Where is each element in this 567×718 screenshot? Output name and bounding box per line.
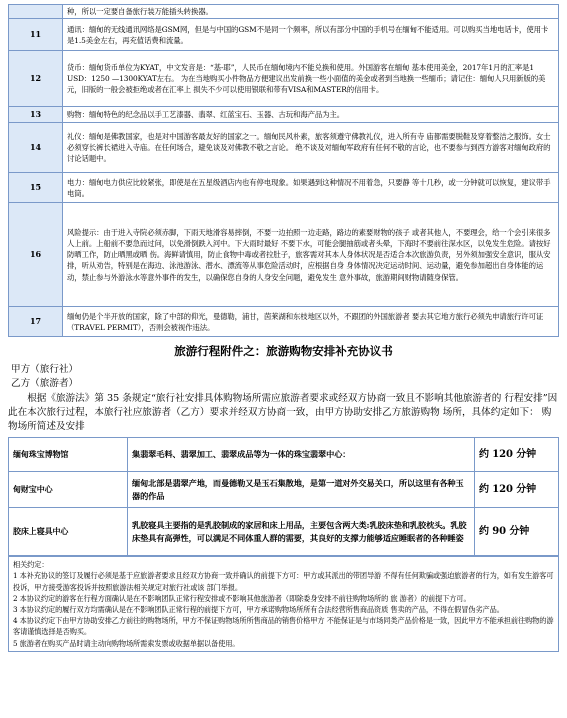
shop-duration: 约 120 分钟 <box>475 472 559 508</box>
agreement-title: 旅游行程附件之：旅游购物安排补充协议书 <box>174 344 393 359</box>
notes-table <box>8 556 559 652</box>
shop-description: 乳胶寝具主要指的是乳胶制成的家居和床上用品，主要包含两大类:乳胶床垫和乳胶枕头。乳胶床垫具有高弹性，可以满足不同体重人群的需要，其良好的支撑力能够适应睡眠者的各种睡姿 <box>128 508 475 556</box>
table-row <box>9 173 559 203</box>
row-number: 15 <box>9 173 63 203</box>
row-number: 16 <box>9 203 63 307</box>
notes-title: 相关约定： <box>13 560 49 570</box>
row-text: 礼仪：缅甸是佛教国家，也是对中国游客最友好的国家之一。缅甸民风朴素，旅客须遵守佛教礼仪，进入所有寺 庙都需要脱鞋及穿着整洁之服饰。女士必须穿长裤长裙进入寺庙。在任何场合，避免谈及对佛教不敬之言论。 绝不谈及对缅甸军政府有任何不敬的言论，也不要参与到西方游客对缅甸政府的讨论话题中。 <box>63 123 559 173</box>
shop-name: 胶床上寝具中心 <box>9 508 128 556</box>
note-item: 3 本协议约定的履行双方均需确认是在不影响团队正常行程的前提下方可，甲方承诺购物场所所有合法经营所售商品资质 售卖的产品，不得在假冒伪劣产品。 <box>13 605 504 615</box>
shop-description: 缅甸北部是翡翠产地，而曼德勒又是玉石集散地，是第一道对外交易关口，所以这里有各种玉器的作品 <box>128 472 475 508</box>
row-text: 购物：缅甸特色的纪念品以手工艺漆器、翡翠、红蓝宝石、玉器、古玩和海产品为主。 <box>63 107 559 123</box>
shop-duration: 约 90 分钟 <box>475 508 559 556</box>
note-item: 1 本补充协议的签订及履行必须是基于应旅游者要求且经双方协商一致并确认的前提下方可：甲方或其派出的带团导游 不得有任何欺骗或强迫旅游者的行为，如有发生游客可投诉，甲方接受游客投诉并按照旅游法相关规定对旅行社或该 部门举报。 <box>13 571 554 592</box>
agreement-intro: 根据《旅游法》第 35 条规定“旅行社安排具体购物场所需应旅游者要求或经双方协商一致且不影响其他旅游者的 行程安排”因此在本次旅行过程，本旅行社应旅游者（乙方）要求并经双方协商一致，由甲方协助安排乙方旅游购物 场所，具体约定如下： 购物场所简述及安排 <box>8 393 558 433</box>
row-number <box>9 5 63 19</box>
note-item: 5 旅游者在购买产品时请主动向购物场所需索发票或收据单据以备使用。 <box>13 638 240 648</box>
table-row <box>9 5 559 19</box>
table-row <box>9 508 559 556</box>
row-number: 17 <box>9 307 63 337</box>
row-number: 13 <box>9 107 63 123</box>
party-b: 乙方（旅游者） <box>11 378 79 390</box>
table-row <box>9 438 559 472</box>
row-number: 12 <box>9 51 63 107</box>
row-text: 风险提示：由于进入寺院必须赤脚，下雨天地滑容易摔倒，不要一边拍照一边走路，路边的素要财物的孩子 或者其他人，不要理会，给一个会引来很多人上前。上船前不要急而过问，以免滑倒跌入河中。下大雨时最好 不要下水，可能会腿抽筋或者头晕，下海时不要前往深水区，以免发生危险。请按好防晒工作，防止晒黑或晒 伤。海鲜请慎用，防止食物中毒或者拉肚子，旅客需对其本人身体状况是否适合本次旅游负责，另外须加强安全意识，服从安排，听从劝告，特别是在海边、泳池游泳、潜水、漂流等从事危险活动时，应根据自身 身体情况决定运动时间、运动量，避免参加超出自身体能的运动，禁止参与外游泳水等意外事件的发生，以确保您自身的人身安全问题，避免发生 意外事故，旅游期间财物请随身保管。 <box>63 203 559 307</box>
note-item: 4 本协议约定下由甲方协助安排乙方前往的购物场所，甲方不保证购物场所所售商品的销售价格甲方 不能保证是与市场同类产品价格是一致，因此甲方不能承担前往购物的游客请谨慎选择是否购买。 <box>13 616 554 637</box>
shop-description: 集翡翠毛料、翡翠加工、翡翠成品等为一体的珠宝翡翠中心： <box>128 438 475 472</box>
row-number: 14 <box>9 123 63 173</box>
shop-name: 甸财宝中心 <box>9 472 128 508</box>
party-a: 甲方（旅行社） <box>11 364 79 376</box>
table-row <box>9 307 559 337</box>
table-row <box>9 557 559 652</box>
shop-name: 缅甸珠宝博物馆 <box>9 438 128 472</box>
table-row <box>9 472 559 508</box>
row-number: 11 <box>9 19 63 51</box>
row-text: 电力：缅甸电力供应比较紧张，即使是在五星级酒店内也有停电现象。如果遇到这种情况不用着急，只要静 等十几秒，或一分钟就可以恢复，建议带手电筒。 <box>63 173 559 203</box>
row-text: 货币：缅甸货币单位为KYAT，中文发音是：“基-耶”，人民币在缅甸境内不能兑换和使用。外国游客在缅甸 基本使用美金，2017年1月的汇率是1 USD：1250 —1300KYAT左右。 为在当地购买小件物品方便建议出发前换一些小面值的美金或者到当地换一些缅币；请记住：缅甸人只用新版的美元，旧版的一般会被拒绝或者在汇率上 损失不少可以使用银联和带有VISA和MASTER的信用卡。 <box>63 51 559 107</box>
shop-duration: 约 120 分钟 <box>475 438 559 472</box>
row-text: 通讯：缅甸的无线通讯网络是GSM网，但是与中国的GSM不是同一个频率，所以有部分中国的手机号在缅甸不能适用。可以购买当地电话卡，使用卡是1.5美金左右，再充值话费和流量。 <box>63 19 559 51</box>
table-row <box>9 203 559 307</box>
table-row <box>9 123 559 173</box>
table-row <box>9 51 559 107</box>
table-row <box>9 107 559 123</box>
notes-cell <box>9 557 559 652</box>
table-row <box>9 19 559 51</box>
shopping-table <box>8 437 559 556</box>
travel-notes-table <box>8 4 559 337</box>
note-item: 2 本协议约定的游客在行程方面确认是在不影响团队正常行程安排或不影响其他旅游者（即除委身安排不前往购物场所的 旅 游者）的前提下方可。 <box>13 593 471 603</box>
row-text: 种，所以一定要自备旅行装万能插头转换器。 <box>63 5 559 19</box>
row-text: 缅甸仍是个半开放的国家，除了中部的仰光，曼德勒，浦甘，茵莱湖和东枝地区以外，不跟团的外国旅游者 要去其它地方旅行必须先申请旅行许可证（TRAVEL PERMIT），否则会被视作违法。 <box>63 307 559 337</box>
